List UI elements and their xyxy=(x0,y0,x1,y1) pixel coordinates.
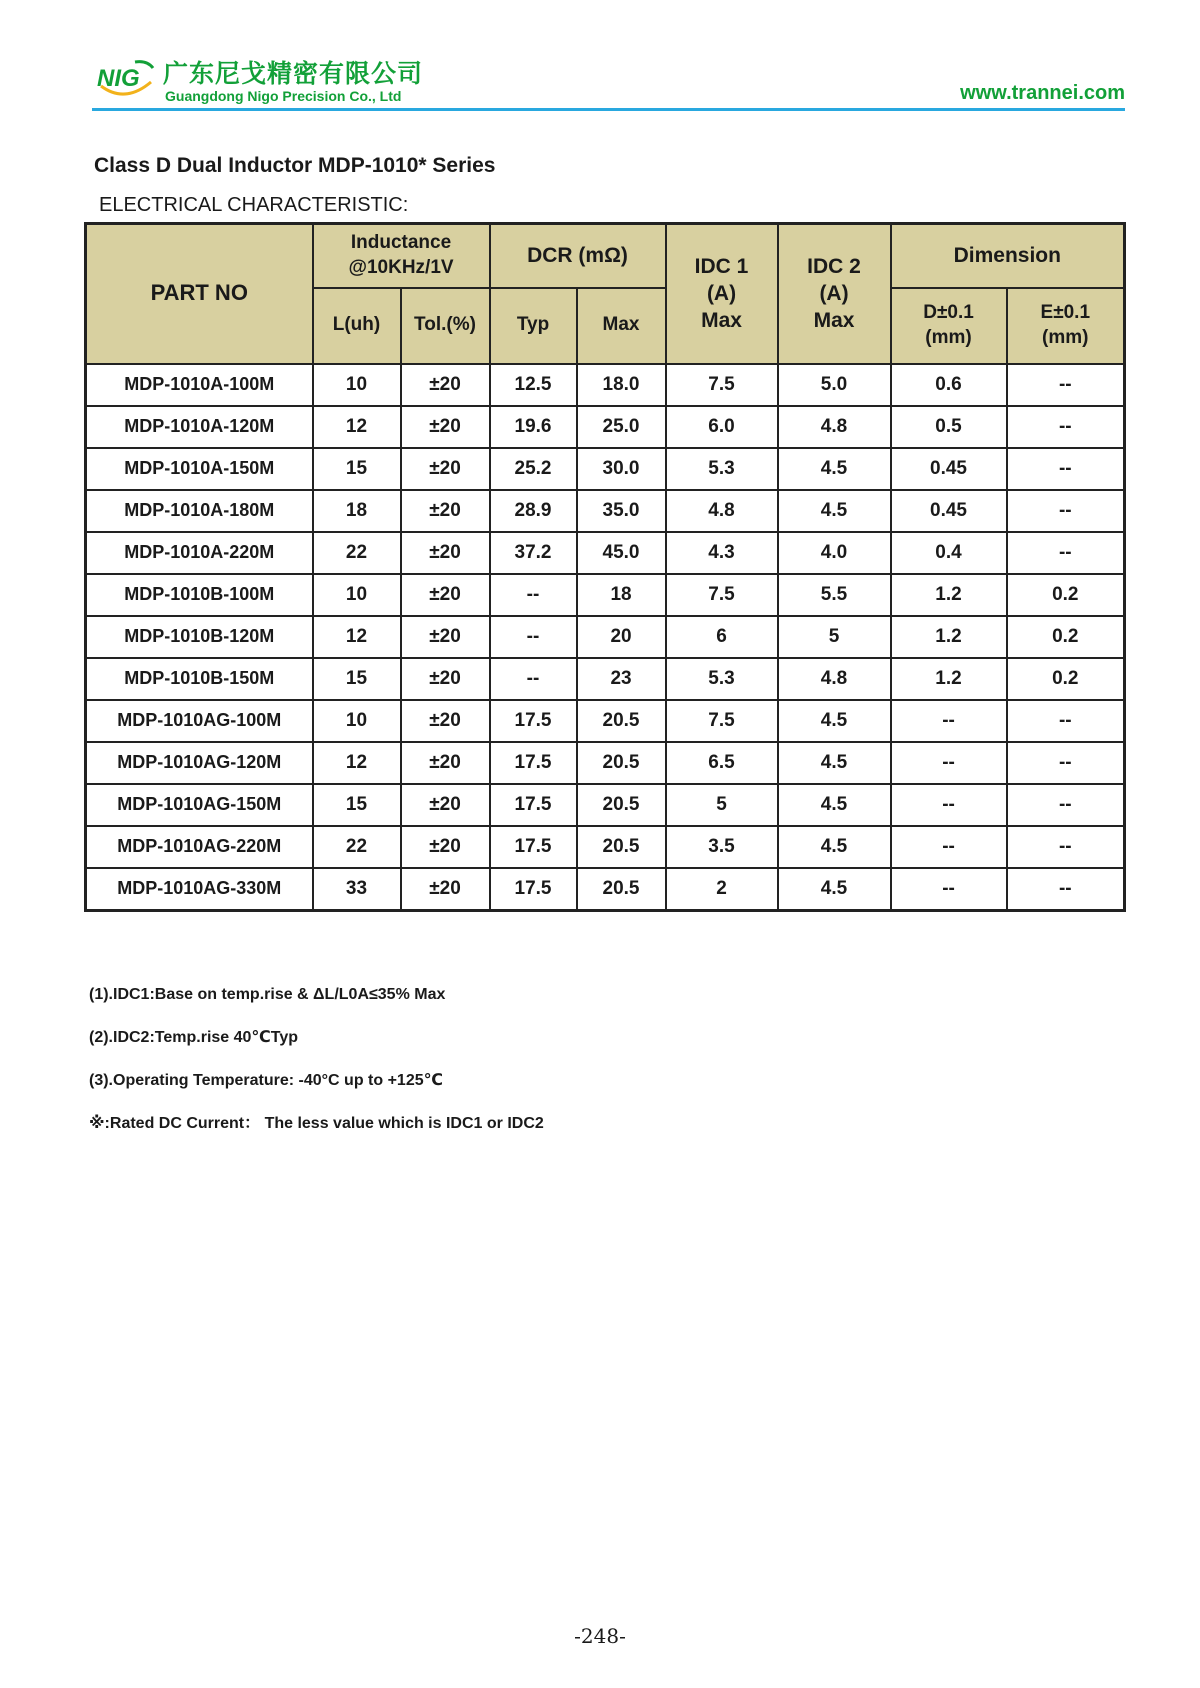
cell-idc2: 4.8 xyxy=(778,406,891,448)
header-dcr-typ: Typ xyxy=(490,288,577,364)
table-row xyxy=(86,784,1125,826)
cell-dcr-max: 20.5 xyxy=(577,742,666,784)
page-number: -248- xyxy=(574,1624,626,1648)
cell-part-no: MDP-1010A-220M xyxy=(86,532,313,574)
header-idc1-unit: (A) xyxy=(706,282,737,306)
cell-dim-e: 0.2 xyxy=(1007,658,1125,700)
cell-idc2: 4.5 xyxy=(778,700,891,742)
table-row xyxy=(86,448,1125,490)
logo-text: NIG xyxy=(97,65,140,92)
cell-dim-e: -- xyxy=(1007,532,1125,574)
cell-dcr-max: 20.5 xyxy=(577,868,666,911)
cell-dim-e: -- xyxy=(1007,826,1125,868)
cell-part-no: MDP-1010B-100M xyxy=(86,574,313,616)
nig-logo-icon xyxy=(95,56,157,102)
cell-dim-d: 0.4 xyxy=(891,532,1007,574)
cell-dcr-typ: 17.5 xyxy=(490,868,577,911)
cell-dim-e: -- xyxy=(1007,490,1125,532)
cell-part-no: MDP-1010AG-150M xyxy=(86,784,313,826)
cell-part-no: MDP-1010A-150M xyxy=(86,448,313,490)
header-part-no: PART NO xyxy=(86,224,313,364)
cell-idc2: 4.0 xyxy=(778,532,891,574)
cell-dim-e: -- xyxy=(1007,448,1125,490)
table-row xyxy=(86,574,1125,616)
cell-l: 15 xyxy=(313,658,401,700)
cell-part-no: MDP-1010AG-120M xyxy=(86,742,313,784)
cell-dim-d: 1.2 xyxy=(891,616,1007,658)
cell-l: 12 xyxy=(313,742,401,784)
website-link[interactable]: www.trannei.com xyxy=(960,82,1125,104)
table-row xyxy=(86,406,1125,448)
header-l-uh: L(uh) xyxy=(313,288,401,364)
cell-dcr-typ: 37.2 xyxy=(490,532,577,574)
table-row xyxy=(86,364,1125,406)
header-idc2 xyxy=(778,224,891,364)
cell-idc2: 4.5 xyxy=(778,826,891,868)
cell-tol: ±20 xyxy=(401,658,490,700)
cell-dim-e: -- xyxy=(1007,700,1125,742)
header-dim-d-unit: (mm) xyxy=(925,326,972,348)
header-inductance xyxy=(313,224,490,288)
cell-part-no: MDP-1010B-120M xyxy=(86,616,313,658)
cell-dcr-typ: 25.2 xyxy=(490,448,577,490)
electrical-characteristics-table xyxy=(84,222,1126,912)
page-header xyxy=(95,52,1125,112)
cell-dim-e: -- xyxy=(1007,364,1125,406)
cell-dcr-typ: 12.5 xyxy=(490,364,577,406)
table-row xyxy=(86,826,1125,868)
header-dim-d-name: D±0.1 xyxy=(923,301,974,323)
header-idc2-unit: (A) xyxy=(819,282,849,306)
cell-tol: ±20 xyxy=(401,868,490,911)
note-idc2: (2).IDC2:Temp.rise 40℃Typ xyxy=(89,1029,299,1046)
header-dim-e-unit: (mm) xyxy=(1042,326,1089,348)
note-rated-current: ※:Rated DC Current： The less value which is IDC1 or IDC2 xyxy=(89,1115,544,1132)
cell-l: 12 xyxy=(313,406,401,448)
cell-dcr-typ: -- xyxy=(490,616,577,658)
cell-dcr-max: 25.0 xyxy=(577,406,666,448)
header-divider xyxy=(92,108,1125,111)
cell-idc1: 7.5 xyxy=(666,574,778,616)
cell-idc2: 5 xyxy=(778,616,891,658)
header-idc2-name: IDC 2 xyxy=(807,254,861,278)
cell-dcr-typ: 17.5 xyxy=(490,742,577,784)
cell-tol: ±20 xyxy=(401,826,490,868)
cell-l: 10 xyxy=(313,700,401,742)
cell-dim-d: -- xyxy=(891,784,1007,826)
cell-dcr-max: 20.5 xyxy=(577,826,666,868)
cell-tol: ±20 xyxy=(401,364,490,406)
header-dim-d xyxy=(891,288,1007,364)
cell-dim-e: 0.2 xyxy=(1007,616,1125,658)
header-idc1-name: IDC 1 xyxy=(694,254,749,278)
cell-part-no: MDP-1010A-120M xyxy=(86,406,313,448)
cell-idc1: 5.3 xyxy=(666,658,778,700)
cell-dcr-typ: -- xyxy=(490,658,577,700)
note-operating-temperature: (3).Operating Temperature: -40°C up to +125℃ xyxy=(89,1072,443,1089)
cell-idc1: 6 xyxy=(666,616,778,658)
cell-l: 33 xyxy=(313,868,401,911)
cell-idc2: 4.5 xyxy=(778,784,891,826)
cell-idc1: 4.8 xyxy=(666,490,778,532)
cell-dcr-typ: 28.9 xyxy=(490,490,577,532)
table-row xyxy=(86,868,1125,911)
cell-dim-d: 1.2 xyxy=(891,574,1007,616)
cell-dcr-max: 18.0 xyxy=(577,364,666,406)
cell-idc1: 2 xyxy=(666,868,778,911)
header-idc1-max: Max xyxy=(701,309,742,333)
cell-l: 18 xyxy=(313,490,401,532)
cell-idc1: 5.3 xyxy=(666,448,778,490)
table-row xyxy=(86,700,1125,742)
cell-dim-d: -- xyxy=(891,826,1007,868)
table-row xyxy=(86,532,1125,574)
cell-dcr-max: 20 xyxy=(577,616,666,658)
cell-dcr-max: 20.5 xyxy=(577,784,666,826)
cell-idc1: 4.3 xyxy=(666,532,778,574)
cell-dim-d: 0.45 xyxy=(891,448,1007,490)
cell-dcr-max: 30.0 xyxy=(577,448,666,490)
cell-idc2: 5.5 xyxy=(778,574,891,616)
cell-dim-e: -- xyxy=(1007,868,1125,911)
cell-dcr-typ: 19.6 xyxy=(490,406,577,448)
cell-idc1: 6.5 xyxy=(666,742,778,784)
notes-section xyxy=(89,984,989,1156)
cell-tol: ±20 xyxy=(401,742,490,784)
company-name-cn: 广东尼戈精密有限公司 xyxy=(163,59,424,88)
header-inductance-condition: @10KHz/1V xyxy=(348,256,454,278)
cell-tol: ±20 xyxy=(401,532,490,574)
cell-dcr-max: 45.0 xyxy=(577,532,666,574)
cell-dcr-max: 23 xyxy=(577,658,666,700)
table-row xyxy=(86,616,1125,658)
cell-dim-d: -- xyxy=(891,868,1007,911)
cell-dim-d: 1.2 xyxy=(891,658,1007,700)
cell-l: 10 xyxy=(313,364,401,406)
cell-tol: ±20 xyxy=(401,448,490,490)
cell-idc1: 7.5 xyxy=(666,364,778,406)
cell-tol: ±20 xyxy=(401,784,490,826)
header-idc1 xyxy=(666,224,778,364)
cell-dim-e: 0.2 xyxy=(1007,574,1125,616)
cell-tol: ±20 xyxy=(401,574,490,616)
header-dcr-max: Max xyxy=(577,288,666,364)
cell-dcr-typ: 17.5 xyxy=(490,700,577,742)
cell-part-no: MDP-1010B-150M xyxy=(86,658,313,700)
cell-dim-d: 0.45 xyxy=(891,490,1007,532)
cell-idc2: 4.5 xyxy=(778,868,891,911)
header-inductance-label: Inductance xyxy=(350,232,452,254)
cell-part-no: MDP-1010AG-100M xyxy=(86,700,313,742)
cell-idc2: 4.5 xyxy=(778,490,891,532)
company-name-en: Guangdong Nigo Precision Co., Ltd xyxy=(165,88,402,104)
header-dim-e xyxy=(1007,288,1125,364)
cell-part-no: MDP-1010A-180M xyxy=(86,490,313,532)
cell-idc1: 7.5 xyxy=(666,700,778,742)
table-row xyxy=(86,742,1125,784)
cell-dim-e: -- xyxy=(1007,406,1125,448)
cell-l: 15 xyxy=(313,448,401,490)
cell-part-no: MDP-1010AG-220M xyxy=(86,826,313,868)
header-tolerance: Tol.(%) xyxy=(401,288,490,364)
cell-l: 12 xyxy=(313,616,401,658)
cell-tol: ±20 xyxy=(401,406,490,448)
cell-idc1: 6.0 xyxy=(666,406,778,448)
cell-idc2: 5.0 xyxy=(778,364,891,406)
header-idc2-max: Max xyxy=(813,309,855,333)
cell-dim-e: -- xyxy=(1007,742,1125,784)
cell-dcr-max: 35.0 xyxy=(577,490,666,532)
cell-idc2: 4.8 xyxy=(778,658,891,700)
cell-dcr-typ: 17.5 xyxy=(490,784,577,826)
cell-dim-d: 0.5 xyxy=(891,406,1007,448)
header-dimension: Dimension xyxy=(891,224,1125,288)
cell-idc2: 4.5 xyxy=(778,448,891,490)
cell-l: 10 xyxy=(313,574,401,616)
cell-dim-d: -- xyxy=(891,700,1007,742)
cell-l: 15 xyxy=(313,784,401,826)
cell-tol: ±20 xyxy=(401,490,490,532)
table-row xyxy=(86,490,1125,532)
cell-tol: ±20 xyxy=(401,700,490,742)
header-dcr: DCR (mΩ) xyxy=(490,224,666,288)
cell-l: 22 xyxy=(313,532,401,574)
table-row xyxy=(86,658,1125,700)
note-idc1: (1).IDC1:Base on temp.rise & ΔL/L0A≤35% Max xyxy=(89,986,446,1003)
document-title: Class D Dual Inductor MDP-1010* Series xyxy=(94,154,496,177)
section-title: ELECTRICAL CHARACTERISTIC: xyxy=(99,194,409,216)
cell-l: 22 xyxy=(313,826,401,868)
cell-dim-e: -- xyxy=(1007,784,1125,826)
header-dim-e-name: E±0.1 xyxy=(1040,301,1091,323)
cell-dcr-max: 20.5 xyxy=(577,700,666,742)
cell-dcr-max: 18 xyxy=(577,574,666,616)
cell-idc2: 4.5 xyxy=(778,742,891,784)
cell-dim-d: -- xyxy=(891,742,1007,784)
cell-part-no: MDP-1010AG-330M xyxy=(86,868,313,911)
cell-tol: ±20 xyxy=(401,616,490,658)
cell-part-no: MDP-1010A-100M xyxy=(86,364,313,406)
cell-dcr-typ: 17.5 xyxy=(490,826,577,868)
cell-dcr-typ: -- xyxy=(490,574,577,616)
cell-idc1: 5 xyxy=(666,784,778,826)
cell-dim-d: 0.6 xyxy=(891,364,1007,406)
cell-idc1: 3.5 xyxy=(666,826,778,868)
